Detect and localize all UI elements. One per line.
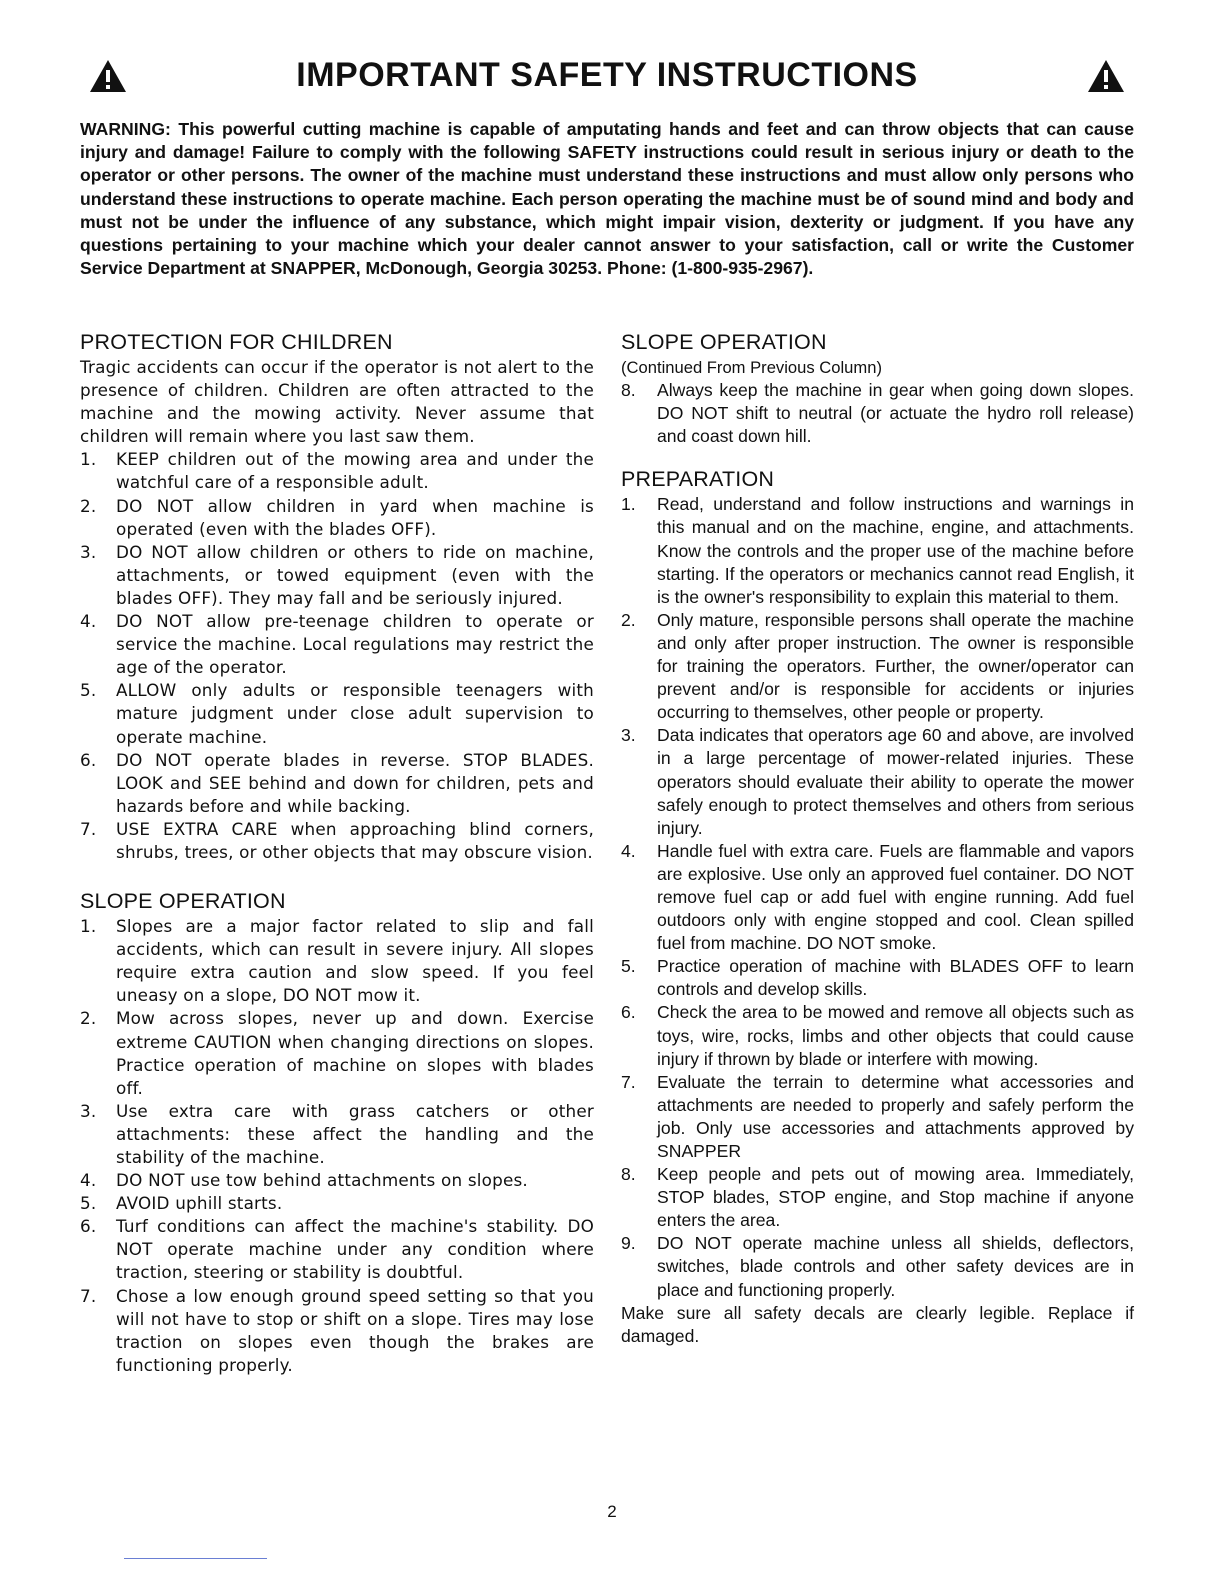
closing-note: Make sure all safety decals are clearly legible. Replace if damaged. bbox=[621, 1302, 1134, 1346]
slope-continued-list bbox=[621, 379, 1134, 448]
list-item: 7. USE EXTRA CARE when approaching blind corners, shrubs, trees, or other objects that may obscure vision. bbox=[80, 818, 594, 862]
warning-paragraph: WARNING: This powerful cutting machine is capable of amputating hands and feet and can throw objects that can cause injury and damage! Failure to comply with the following SAFETY instructions could result in serious injury or death to the operator or other persons. The owner of the machine must understand these instructions and must allow only persons who understand these instructions to operate machine. Each person operating the machine must be of sound mind and body and must not be under the influence of any substance, which might impair vision, dexterity or judgment. If you have any questions pertaining to your machine which your dealer cannot answer to your satisfaction, call or write the Customer Service Department at SNAPPER, McDonough, Georgia 30253. Phone: (1-800-935-2967). bbox=[80, 119, 1134, 279]
slope-continued-heading: SLOPE OPERATION bbox=[621, 330, 827, 354]
right-column bbox=[621, 329, 1134, 1348]
continued-note: (Continued From Previous Column) bbox=[621, 358, 882, 377]
list-item: 2. DO NOT allow children in yard when machine is operated (even with the blades OFF). bbox=[80, 495, 594, 539]
list-item: 4. DO NOT use tow behind attachments on slopes. bbox=[80, 1170, 528, 1191]
list-item: 5. ALLOW only adults or responsible teenagers with mature judgment under close adult supervision to operate machine. bbox=[80, 680, 594, 747]
preparation-heading: PREPARATION bbox=[621, 467, 775, 492]
footer-rule bbox=[124, 1558, 267, 1559]
title-row bbox=[80, 52, 1134, 102]
left-column bbox=[80, 329, 594, 1377]
slope-heading: SLOPE OPERATION bbox=[80, 889, 286, 914]
page-number: 2 bbox=[607, 1502, 617, 1521]
list-item: 6. Turf conditions can affect the machine's stability. DO NOT operate machine under any condition where traction, steering or stability is doubtful. bbox=[80, 1216, 594, 1283]
list-item: 4. DO NOT allow pre-teenage children to operate or service the machine. Local regulations may restrict the age of the operator. bbox=[80, 611, 594, 678]
protection-heading: PROTECTION FOR CHILDREN bbox=[80, 330, 393, 354]
warning-triangle-icon bbox=[1086, 58, 1126, 94]
protection-list bbox=[80, 448, 594, 864]
list-item: 1. Read, understand and follow instructions and warnings in this manual and on the machine, engine, and attachments. Know the controls and the proper use of the machine before starting. If the operators or mechanics cannot read English, it is the owner's responsibility to explain this material to them. bbox=[621, 494, 1134, 607]
protection-intro: Tragic accidents can occur if the operator is not alert to the presence of children. Children are often attracted to the machine and the mowing activity. Never assume that children will remain where you last saw them. bbox=[80, 357, 594, 447]
list-item: 6. DO NOT operate blades in reverse. STOP BLADES. LOOK and SEE behind and down for children, pets and hazards before and while backing. bbox=[80, 749, 594, 816]
list-item: 7. Chose a low enough ground speed setting so that you will not have to stop or shift on a slope. Tires may lose traction on slopes even though the brakes are functioning properly. bbox=[80, 1285, 594, 1375]
list-item: 1. Slopes are a major factor related to slip and fall accidents, which can result in severe injury. All slopes require extra caution and slow speed. If you feel uneasy on a slope, DO NOT mow it. bbox=[80, 916, 594, 1006]
list-item: 8. Keep people and pets out of mowing area. Immediately, STOP blades, STOP engine, and Stop machine if anyone enters the area. bbox=[621, 1164, 1134, 1231]
slope-list bbox=[80, 915, 594, 1377]
list-item: 5. Practice operation of machine with BLADES OFF to learn controls and develop skills. bbox=[621, 956, 1134, 1000]
list-item: 3. Data indicates that operators age 60 and above, are involved in a large percentage of mower-related injuries. These operators should evaluate their ability to operate the mower safely enough to protect themselves and others from serious injury. bbox=[621, 725, 1134, 838]
manual-page bbox=[80, 52, 1134, 1375]
list-item: 2. Only mature, responsible persons shall operate the machine and only after proper instruction. The owner is responsible for training the operators. Further, the owner/operator can prevent and/or is responsible for accidents or injuries occurring to themselves, other people or property. bbox=[621, 609, 1134, 723]
list-item: 3. DO NOT allow children or others to ride on machine, attachments, or towed equipment (even with the blades OFF). They may fall and be seriously injured. bbox=[80, 541, 594, 608]
page-title: IMPORTANT SAFETY INSTRUCTIONS bbox=[296, 56, 918, 94]
list-item: 2. Mow across slopes, never up and down. Exercise extreme CAUTION when changing directions on slopes. Practice operation of machine on slopes with blades off. bbox=[80, 1008, 594, 1098]
list-item: 1. KEEP children out of the mowing area and under the watchful care of a responsible adult. bbox=[80, 449, 594, 493]
list-item: 4. Handle fuel with extra care. Fuels are flammable and vapors are explosive. Use only an approved fuel container. DO NOT remove fuel cap or add fuel with engine running. Add fuel outdoors only with engine stopped and cool. Clean spilled fuel from machine. DO NOT smoke. bbox=[621, 840, 1134, 954]
list-item: 5. AVOID uphill starts. bbox=[80, 1193, 283, 1214]
list-item: 7. Evaluate the terrain to determine what accessories and attachments are needed to properly and safely perform the job. Only use accessories and attachments approved by SNAPPER bbox=[621, 1071, 1134, 1161]
list-item: 3. Use extra care with grass catchers or other attachments: these affect the handling and the stability of the machine. bbox=[80, 1100, 594, 1167]
list-item: 6. Check the area to be mowed and remove all objects such as toys, wire, rocks, limbs and other objects that could cause injury if thrown by blade or interfere with mowing. bbox=[621, 1002, 1134, 1069]
list-item: 8. Always keep the machine in gear when going down slopes. DO NOT shift to neutral (or actuate the hydro roll release) and coast down hill. bbox=[621, 380, 1134, 447]
list-item: 9. DO NOT operate machine unless all shields, deflectors, switches, blade controls and other safety devices are in place and functioning properly. bbox=[621, 1233, 1134, 1300]
preparation-list bbox=[621, 493, 1134, 1301]
